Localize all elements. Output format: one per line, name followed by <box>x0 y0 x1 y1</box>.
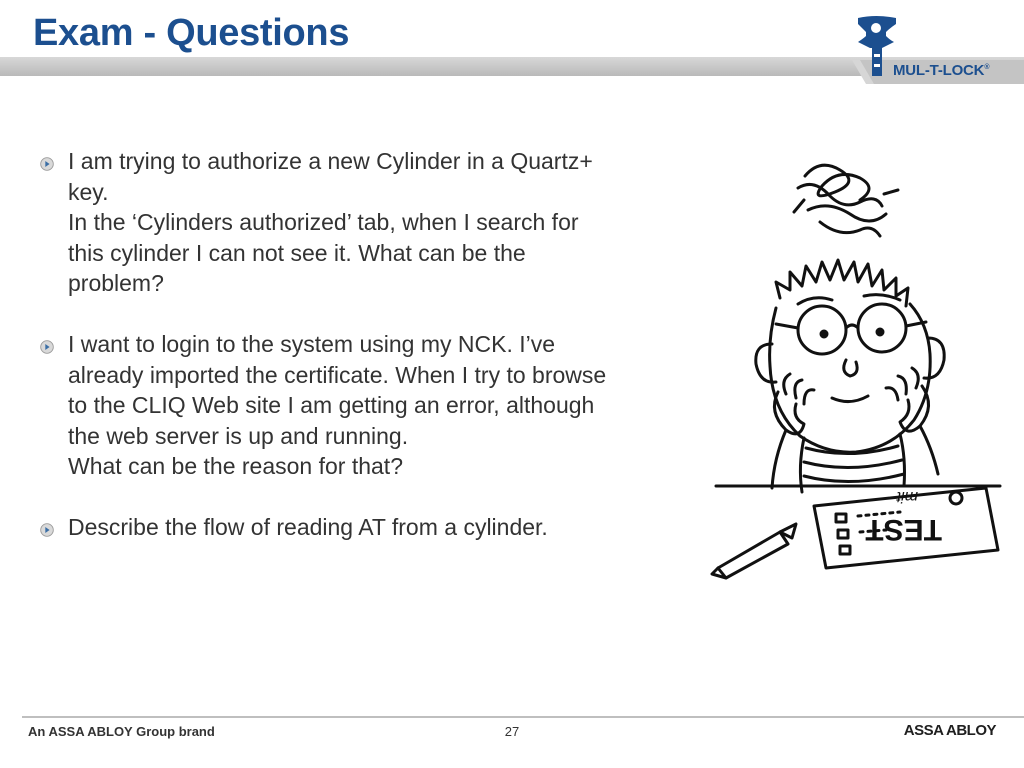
slide-title: Exam - Questions <box>33 12 350 54</box>
question-line: Describe the flow of reading AT from a cylinder. <box>68 513 548 540</box>
page-number: 27 <box>504 724 520 739</box>
logo-wordmark <box>893 62 989 79</box>
question-line: What can be the reason for that? <box>68 453 403 480</box>
question-line: I am trying to authorize a new Cylinder in a Quartz+ <box>68 148 593 174</box>
assa-abloy-logo: ASSA ABLOY <box>903 722 996 739</box>
logo-wordmark-text: MUL-T-LOCK <box>893 62 985 79</box>
paper-test-text: TEST <box>865 513 942 546</box>
bullet-arrow-icon <box>40 157 54 171</box>
question-line: key. <box>68 178 109 205</box>
paper-name-text: mit <box>896 488 918 505</box>
question-list <box>36 146 686 573</box>
question-line: In the ‘Cylinders authorized’ tab, when I search for <box>68 209 579 236</box>
puzzled-student-illustration <box>710 148 1010 580</box>
bullet-arrow-icon <box>40 523 54 537</box>
footer-divider <box>22 716 1024 718</box>
question-item <box>36 146 686 299</box>
question-line: already imported the certificate. When I try to browse <box>68 361 607 388</box>
question-line: problem? <box>68 270 164 297</box>
question-item <box>36 512 686 543</box>
question-item <box>36 329 686 482</box>
footer-brand-text: An ASSA ABLOY Group brand <box>28 724 215 739</box>
question-line: to the CLIQ Web site I am getting an error, although <box>68 392 595 419</box>
bullet-arrow-icon <box>40 340 54 354</box>
question-line: this cylinder I can not see it. What can be the <box>68 239 526 266</box>
question-line: the web server is up and running. <box>68 422 409 449</box>
registered-mark: ® <box>984 64 990 71</box>
question-line: I want to login to the system using my NCK. I’ve <box>68 330 556 357</box>
